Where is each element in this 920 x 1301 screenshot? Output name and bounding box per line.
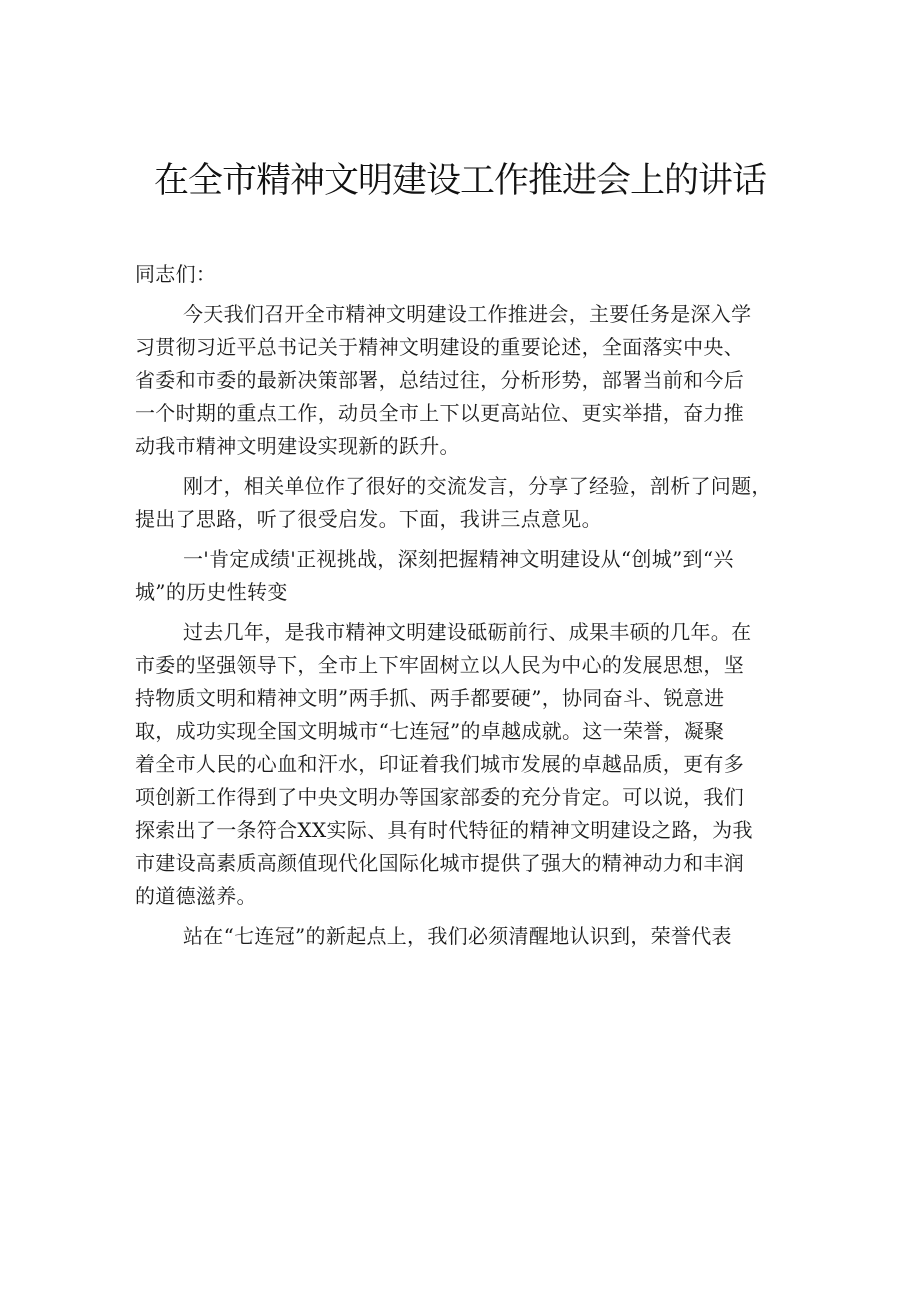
paragraph-line: 过去几年，是我市精神文明建设砥砺前行、成果丰硕的几年。在 [183, 620, 752, 644]
paragraph-line: 省委和市委的最新决策部署，总结过往，分析形势，部署当前和今后 [135, 368, 744, 392]
paragraph-line: 项创新工作得到了中央文明办等国家部委的充分肯定。可以说，我们 [135, 785, 744, 809]
paragraph-line: 着全市人民的心血和汗水，印证着我们城市发展的卓越品质，更有多 [135, 752, 744, 776]
paragraph-3 [135, 616, 800, 913]
paragraph-line: 持物质文明和精神文明”两手抓、两手都要硬”，协同奋斗、锐意进 [135, 686, 725, 710]
paragraph-line: 今天我们召开全市精神文明建设工作推进会，主要任务是深入学 [183, 302, 752, 326]
paragraph-1 [135, 298, 800, 463]
heading-line: 一'肯定成绩'正视挑战，深刻把握精神文明建设从“创城”到“兴 [183, 547, 734, 571]
document-title: 在全市精神文明建设工作推进会上的讲话 [153, 161, 766, 201]
paragraph-line: 一个时期的重点工作，动员全市上下以更高站位、更实举措，奋力推 [135, 401, 744, 425]
section-heading-1 [135, 543, 800, 609]
heading-line: 城”的历史性转变 [135, 580, 288, 604]
paragraph-line: 探索出了一条符合XX实际、具有时代特征的精神文明建设之路，为我 [135, 818, 753, 842]
paragraph-line: 刚才，相关单位作了很好的交流发言，分享了经验，剖析了问题， [183, 474, 772, 498]
salutation: 同志们： [135, 262, 217, 286]
paragraph-line: 习贯彻习近平总书记关于精神文明建设的重要论述，全面落实中央、 [135, 335, 744, 359]
paragraph-line: 提出了思路，听了很受启发。下面，我讲三点意见。 [135, 507, 602, 531]
paragraph-line: 站在“七连冠”的新起点上，我们必须清醒地认识到，荣誉代表 [183, 924, 732, 948]
paragraph-line: 的道德滋养。 [135, 884, 257, 908]
paragraph-4 [135, 920, 800, 953]
document-body [135, 258, 800, 953]
paragraph-2 [135, 470, 800, 536]
paragraph-line: 市委的坚强领导下，全市上下牢固树立以人民为中心的发展思想，坚 [135, 653, 744, 677]
paragraph-line: 动我市精神文明建设实现新的跃升。 [135, 434, 460, 458]
paragraph-line: 取，成功实现全国文明城市“七连冠”的卓越成就。这一荣誉，凝聚 [135, 719, 725, 743]
paragraph-line: 市建设高素质高颜值现代化国际化城市提供了强大的精神动力和丰润 [135, 851, 744, 875]
